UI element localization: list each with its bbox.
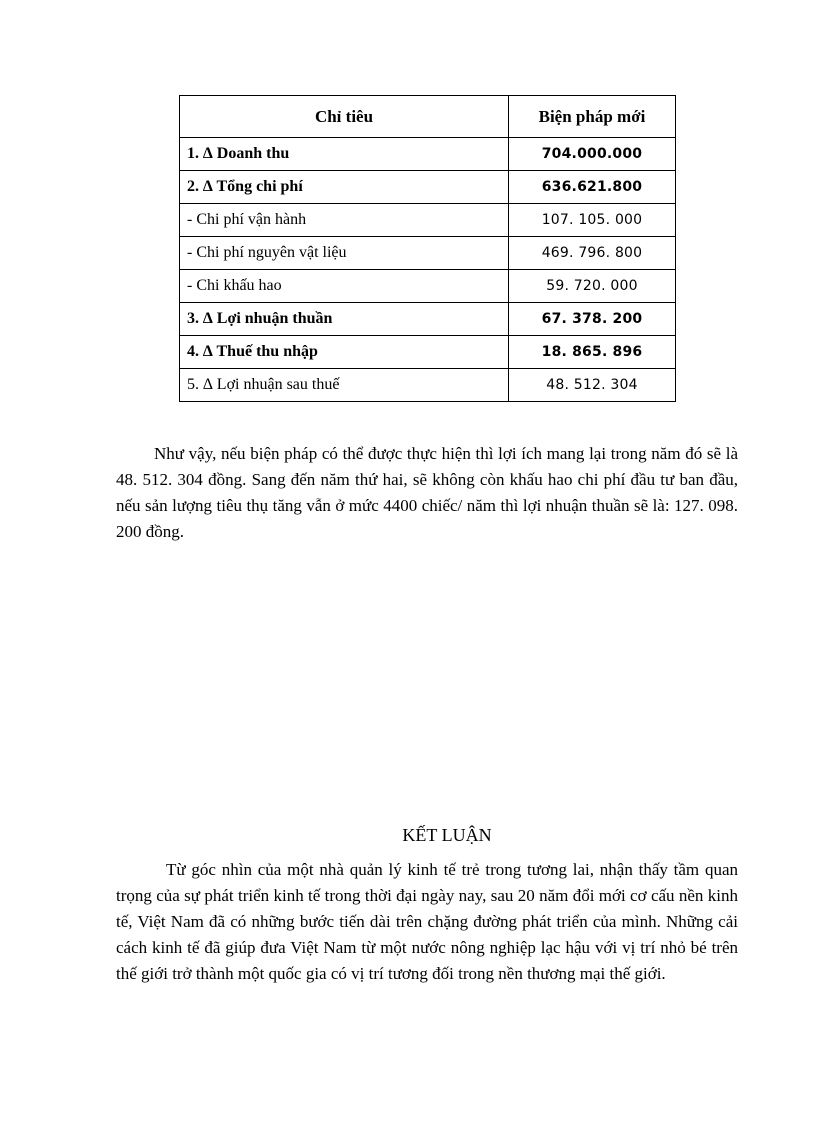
row-label: - Chi khấu hao <box>180 270 509 303</box>
table-row <box>180 171 676 204</box>
table-row <box>180 138 676 171</box>
row-label: 1. ∆ Doanh thu <box>180 138 509 171</box>
header-new-measure: Biện pháp mới <box>509 96 676 138</box>
row-label: 4. ∆ Thuế thu nhập <box>180 336 509 369</box>
table-row <box>180 204 676 237</box>
table-header-row <box>180 96 676 138</box>
row-label: 5. ∆ Lợi nhuận sau thuế <box>180 369 509 402</box>
row-label: 2. ∆ Tổng chi phí <box>180 171 509 204</box>
row-label: 3. ∆ Lợi nhuận thuần <box>180 303 509 336</box>
table-row <box>180 270 676 303</box>
conclusion-paragraph: Từ góc nhìn của một nhà quản lý kinh tế trẻ trong tương lai, nhận thấy tầm quan trọng của sự phát triển kinh tế trong thời đại ngày nay, sau 20 năm đổi mới cơ cấu nền kinh tế, Việt Nam đã có những bước tiến dài trên chặng đường phát triển của mình. Những cải cách kinh tế đã giúp đưa Việt Nam từ một nước nông nghiệp lạc hậu với vị trí nhỏ bé trên thế giới trở thành một quốc gia có vị trí tương đối trong nền thương mại thế giới. <box>116 860 738 983</box>
row-value: 67. 378. 200 <box>509 303 676 336</box>
row-value: 636.621.800 <box>509 171 676 204</box>
row-value: 704.000.000 <box>509 138 676 171</box>
financial-table <box>179 95 676 402</box>
row-value: 107. 105. 000 <box>509 204 676 237</box>
row-value: 59. 720. 000 <box>509 270 676 303</box>
table-row <box>180 303 676 336</box>
row-value: 18. 865. 896 <box>509 336 676 369</box>
header-indicator: Chỉ tiêu <box>180 96 509 138</box>
table-row <box>180 237 676 270</box>
row-label: - Chi phí vận hành <box>180 204 509 237</box>
table-row <box>180 336 676 369</box>
table-row <box>180 369 676 402</box>
row-value: 469. 796. 800 <box>509 237 676 270</box>
conclusion-heading: KẾT LUẬN <box>402 825 492 845</box>
row-value: 48. 512. 304 <box>509 369 676 402</box>
summary-paragraph: Như vậy, nếu biện pháp có thể được thực hiện thì lợi ích mang lại trong năm đó sẽ là 48. 512. 304 đồng. Sang đến năm thứ hai, sẽ không còn khấu hao chi phí đầu tư ban đầu, nếu sản lượng tiêu thụ tăng vẫn ở mức 4400 chiếc/ năm thì lợi nhuận thuần sẽ là: 127. 098. 200 đồng. <box>116 444 738 541</box>
row-label: - Chi phí nguyên vật liệu <box>180 237 509 270</box>
